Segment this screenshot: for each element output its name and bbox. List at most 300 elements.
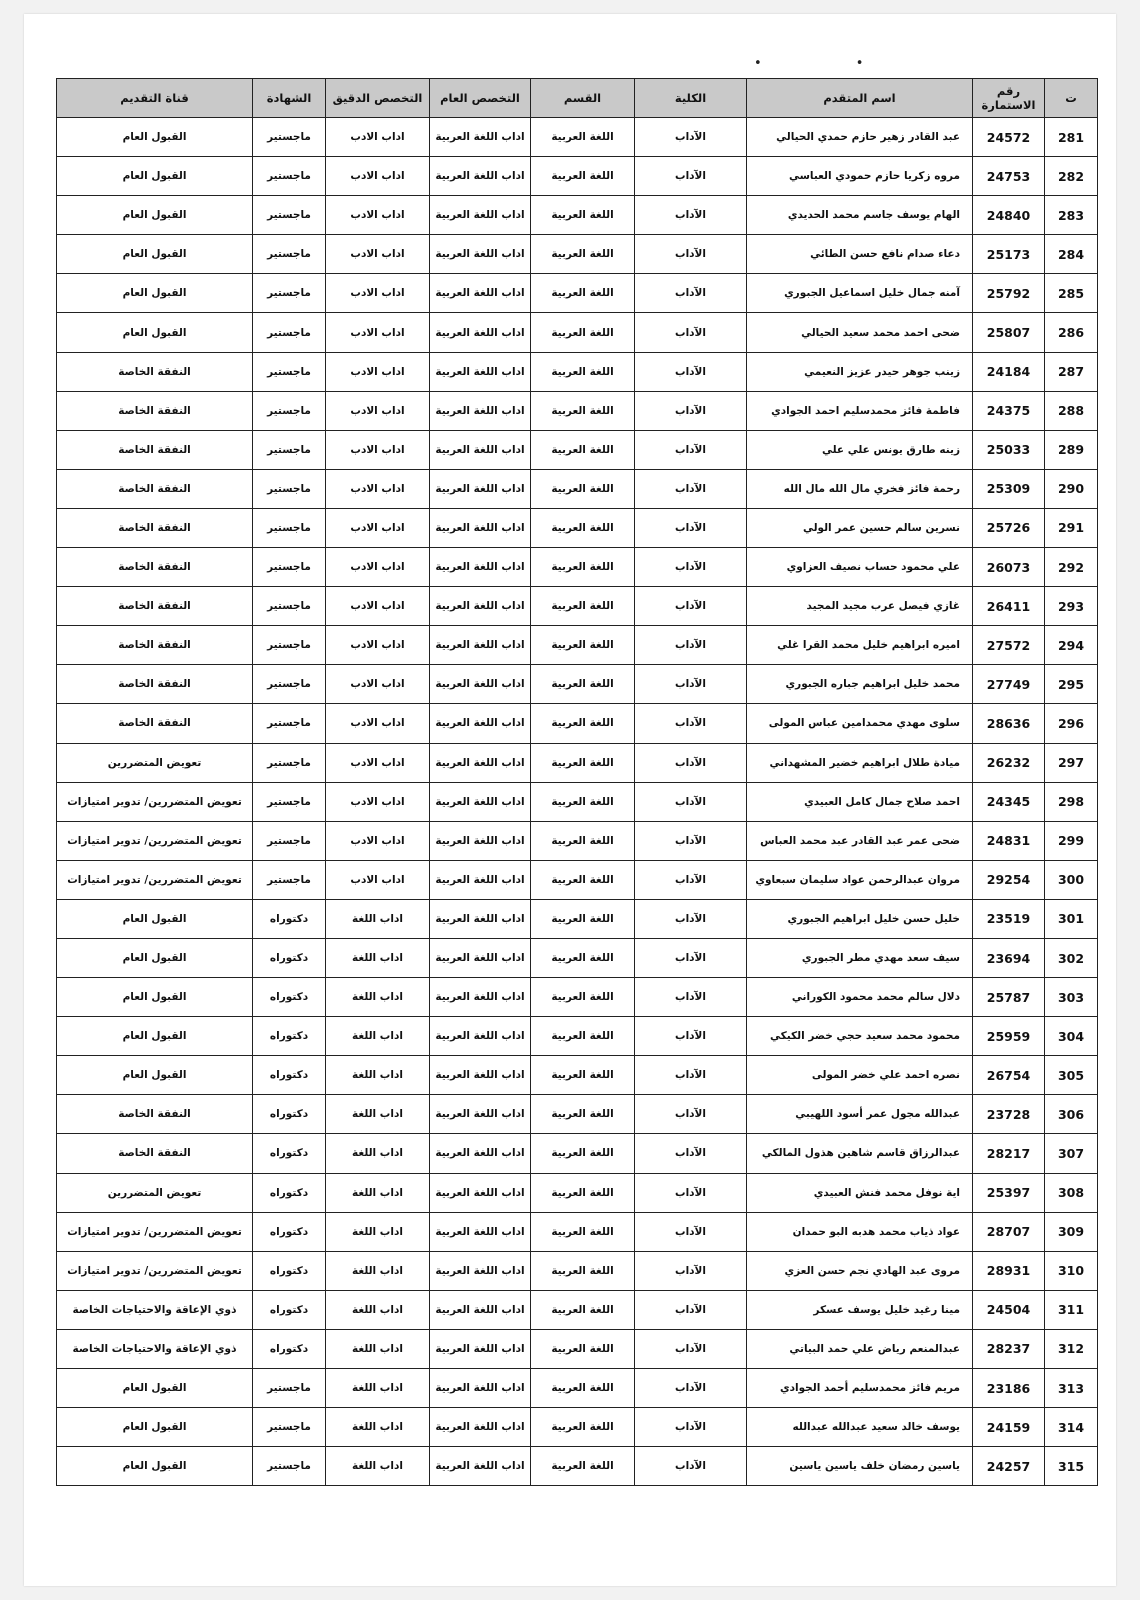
- cell-fine-spec: اداب اللغة: [326, 1251, 430, 1290]
- cell-channel: النفقة الخاصة: [57, 626, 253, 665]
- cell-seq: 294: [1045, 626, 1098, 665]
- cell-seq: 284: [1045, 235, 1098, 274]
- cell-fine-spec: اداب اللغة: [326, 1369, 430, 1408]
- cell-degree: ماجستير: [253, 626, 326, 665]
- cell-form-no: 27749: [973, 665, 1045, 704]
- cell-name: ضحى عمر عبد القادر عبد محمد العباس: [747, 821, 973, 860]
- table-row: [57, 235, 1098, 274]
- cell-form-no: 23728: [973, 1095, 1045, 1134]
- cell-name: عبد القادر زهير حازم حمدي الحيالي: [747, 118, 973, 157]
- cell-degree: دكتوراه: [253, 1017, 326, 1056]
- cell-seq: 291: [1045, 508, 1098, 547]
- cell-form-no: 24257: [973, 1447, 1045, 1486]
- cell-channel: تعويض المتضررين/ تدوير امتيازات: [57, 1212, 253, 1251]
- cell-degree: ماجستير: [253, 118, 326, 157]
- cell-seq: 308: [1045, 1173, 1098, 1212]
- cell-name: نسرين سالم حسين عمر الولي: [747, 508, 973, 547]
- cell-general-spec: اداب اللغة العربية: [430, 1290, 531, 1329]
- cell-form-no: 25792: [973, 274, 1045, 313]
- cell-degree: دكتوراه: [253, 1329, 326, 1368]
- cell-channel: تعويض المتضررين/ تدوير امتيازات: [57, 821, 253, 860]
- cell-dept: اللغة العربية: [531, 157, 635, 196]
- cell-college: الآداب: [635, 1251, 747, 1290]
- cell-seq: 282: [1045, 157, 1098, 196]
- cell-general-spec: اداب اللغة العربية: [430, 1369, 531, 1408]
- cell-form-no: 26232: [973, 743, 1045, 782]
- cell-channel: القبول العام: [57, 157, 253, 196]
- cell-degree: دكتوراه: [253, 1056, 326, 1095]
- cell-seq: 309: [1045, 1212, 1098, 1251]
- cell-fine-spec: اداب اللغة: [326, 1212, 430, 1251]
- cell-college: الآداب: [635, 1369, 747, 1408]
- table-row: [57, 899, 1098, 938]
- cell-seq: 299: [1045, 821, 1098, 860]
- cell-channel: النفقة الخاصة: [57, 548, 253, 587]
- cell-degree: ماجستير: [253, 469, 326, 508]
- cell-fine-spec: اداب الادب: [326, 508, 430, 547]
- cell-college: الآداب: [635, 1095, 747, 1134]
- cell-form-no: 26754: [973, 1056, 1045, 1095]
- cell-college: الآداب: [635, 391, 747, 430]
- cell-dept: اللغة العربية: [531, 430, 635, 469]
- cell-dept: اللغة العربية: [531, 704, 635, 743]
- header-general-spec: التخصص العام: [430, 79, 531, 118]
- cell-name: رحمة فائز فخري مال الله مال الله: [747, 469, 973, 508]
- cell-channel: النفقة الخاصة: [57, 469, 253, 508]
- cell-college: الآداب: [635, 821, 747, 860]
- cell-fine-spec: اداب اللغة: [326, 938, 430, 977]
- cell-fine-spec: اداب الادب: [326, 665, 430, 704]
- table-row: [57, 626, 1098, 665]
- cell-name: مروه زكريا حازم حمودي العباسي: [747, 157, 973, 196]
- cell-form-no: 26073: [973, 548, 1045, 587]
- stray-marks: • •: [754, 56, 909, 71]
- cell-channel: ذوي الإعاقة والاحتياجات الخاصة: [57, 1290, 253, 1329]
- cell-channel: النفقة الخاصة: [57, 1134, 253, 1173]
- cell-fine-spec: اداب الادب: [326, 391, 430, 430]
- cell-form-no: 28707: [973, 1212, 1045, 1251]
- cell-seq: 312: [1045, 1329, 1098, 1368]
- cell-dept: اللغة العربية: [531, 938, 635, 977]
- cell-fine-spec: اداب الادب: [326, 860, 430, 899]
- cell-channel: النفقة الخاصة: [57, 508, 253, 547]
- cell-degree: دكتوراه: [253, 938, 326, 977]
- cell-general-spec: اداب اللغة العربية: [430, 626, 531, 665]
- cell-channel: النفقة الخاصة: [57, 1095, 253, 1134]
- header-degree: الشهادة: [253, 79, 326, 118]
- cell-degree: ماجستير: [253, 508, 326, 547]
- cell-dept: اللغة العربية: [531, 782, 635, 821]
- cell-dept: اللغة العربية: [531, 1447, 635, 1486]
- cell-dept: اللغة العربية: [531, 1369, 635, 1408]
- cell-channel: القبول العام: [57, 899, 253, 938]
- cell-seq: 301: [1045, 899, 1098, 938]
- table-row: [57, 1212, 1098, 1251]
- cell-channel: القبول العام: [57, 1056, 253, 1095]
- cell-dept: اللغة العربية: [531, 860, 635, 899]
- cell-seq: 310: [1045, 1251, 1098, 1290]
- cell-seq: 296: [1045, 704, 1098, 743]
- cell-degree: ماجستير: [253, 704, 326, 743]
- table-row: [57, 704, 1098, 743]
- cell-general-spec: اداب اللغة العربية: [430, 860, 531, 899]
- cell-general-spec: اداب اللغة العربية: [430, 157, 531, 196]
- cell-dept: اللغة العربية: [531, 1173, 635, 1212]
- cell-channel: القبول العام: [57, 978, 253, 1017]
- cell-dept: اللغة العربية: [531, 118, 635, 157]
- cell-dept: اللغة العربية: [531, 274, 635, 313]
- cell-fine-spec: اداب الادب: [326, 587, 430, 626]
- cell-dept: اللغة العربية: [531, 391, 635, 430]
- cell-degree: ماجستير: [253, 196, 326, 235]
- cell-degree: ماجستير: [253, 235, 326, 274]
- cell-general-spec: اداب اللغة العربية: [430, 548, 531, 587]
- cell-college: الآداب: [635, 1056, 747, 1095]
- cell-college: الآداب: [635, 1017, 747, 1056]
- table-row: [57, 860, 1098, 899]
- cell-degree: ماجستير: [253, 391, 326, 430]
- cell-name: غازي فيصل عرب مجيد المجيد: [747, 587, 973, 626]
- cell-form-no: 25959: [973, 1017, 1045, 1056]
- cell-form-no: 28636: [973, 704, 1045, 743]
- cell-form-no: 25033: [973, 430, 1045, 469]
- cell-degree: ماجستير: [253, 821, 326, 860]
- cell-seq: 302: [1045, 938, 1098, 977]
- cell-fine-spec: اداب اللغة: [326, 1329, 430, 1368]
- cell-college: الآداب: [635, 352, 747, 391]
- cell-degree: ماجستير: [253, 274, 326, 313]
- table-row: [57, 665, 1098, 704]
- cell-degree: ماجستير: [253, 782, 326, 821]
- cell-form-no: 28217: [973, 1134, 1045, 1173]
- cell-seq: 281: [1045, 118, 1098, 157]
- cell-seq: 314: [1045, 1408, 1098, 1447]
- cell-general-spec: اداب اللغة العربية: [430, 352, 531, 391]
- cell-name: اميره ابراهيم خليل محمد القرا غلي: [747, 626, 973, 665]
- cell-name: دلال سالم محمد محمود الكوراني: [747, 978, 973, 1017]
- cell-form-no: 28237: [973, 1329, 1045, 1368]
- cell-general-spec: اداب اللغة العربية: [430, 782, 531, 821]
- table-row: [57, 508, 1098, 547]
- cell-fine-spec: اداب الادب: [326, 782, 430, 821]
- cell-college: الآداب: [635, 118, 747, 157]
- cell-name: عبدالرزاق قاسم شاهين هذول المالكي: [747, 1134, 973, 1173]
- cell-dept: اللغة العربية: [531, 1134, 635, 1173]
- cell-general-spec: اداب اللغة العربية: [430, 235, 531, 274]
- cell-college: الآداب: [635, 899, 747, 938]
- cell-name: آمنه جمال خليل اسماعيل الجبوري: [747, 274, 973, 313]
- cell-seq: 283: [1045, 196, 1098, 235]
- table-row: [57, 1251, 1098, 1290]
- cell-college: الآداب: [635, 313, 747, 352]
- cell-channel: تعويض المتضررين/ تدوير امتيازات: [57, 860, 253, 899]
- table-row: [57, 430, 1098, 469]
- cell-name: ميادة طلال ابراهيم خضير المشهداني: [747, 743, 973, 782]
- cell-college: الآداب: [635, 1329, 747, 1368]
- cell-general-spec: اداب اللغة العربية: [430, 1056, 531, 1095]
- table-row: [57, 391, 1098, 430]
- cell-name: علي محمود حساب نصيف العزاوي: [747, 548, 973, 587]
- cell-dept: اللغة العربية: [531, 1329, 635, 1368]
- cell-dept: اللغة العربية: [531, 1056, 635, 1095]
- cell-degree: ماجستير: [253, 1369, 326, 1408]
- cell-channel: النفقة الخاصة: [57, 665, 253, 704]
- cell-general-spec: اداب اللغة العربية: [430, 469, 531, 508]
- cell-college: الآداب: [635, 274, 747, 313]
- cell-college: الآداب: [635, 860, 747, 899]
- cell-fine-spec: اداب اللغة: [326, 1056, 430, 1095]
- cell-dept: اللغة العربية: [531, 313, 635, 352]
- table-row: [57, 548, 1098, 587]
- cell-dept: اللغة العربية: [531, 1017, 635, 1056]
- table-row: [57, 469, 1098, 508]
- cell-name: مروان عبدالرحمن عواد سليمان سبعاوي: [747, 860, 973, 899]
- header-college: الكلية: [635, 79, 747, 118]
- cell-dept: اللغة العربية: [531, 1408, 635, 1447]
- cell-general-spec: اداب اللغة العربية: [430, 1408, 531, 1447]
- cell-college: الآداب: [635, 469, 747, 508]
- cell-general-spec: اداب اللغة العربية: [430, 196, 531, 235]
- cell-dept: اللغة العربية: [531, 469, 635, 508]
- cell-general-spec: اداب اللغة العربية: [430, 899, 531, 938]
- cell-dept: اللغة العربية: [531, 352, 635, 391]
- cell-channel: القبول العام: [57, 274, 253, 313]
- cell-form-no: 24159: [973, 1408, 1045, 1447]
- cell-college: الآداب: [635, 743, 747, 782]
- cell-fine-spec: اداب الادب: [326, 274, 430, 313]
- cell-name: عبدالله مجول عمر أسود اللهيبي: [747, 1095, 973, 1134]
- cell-form-no: 25309: [973, 469, 1045, 508]
- cell-channel: تعويض المتضررين/ تدوير امتيازات: [57, 1251, 253, 1290]
- table-row: [57, 1173, 1098, 1212]
- cell-general-spec: اداب اللغة العربية: [430, 1447, 531, 1486]
- table-row: [57, 118, 1098, 157]
- cell-college: الآداب: [635, 704, 747, 743]
- table-row: [57, 1408, 1098, 1447]
- cell-name: محمود محمد سعيد حجي خضر الكيكي: [747, 1017, 973, 1056]
- cell-general-spec: اداب اللغة العربية: [430, 821, 531, 860]
- cell-form-no: 24375: [973, 391, 1045, 430]
- cell-dept: اللغة العربية: [531, 821, 635, 860]
- cell-degree: دكتوراه: [253, 1212, 326, 1251]
- cell-dept: اللغة العربية: [531, 1290, 635, 1329]
- cell-degree: ماجستير: [253, 587, 326, 626]
- cell-degree: دكتوراه: [253, 1290, 326, 1329]
- table-row: [57, 196, 1098, 235]
- cell-college: الآداب: [635, 508, 747, 547]
- cell-channel: القبول العام: [57, 1447, 253, 1486]
- cell-general-spec: اداب اللغة العربية: [430, 665, 531, 704]
- header-form-no: رقم الاستمارة: [973, 79, 1045, 118]
- cell-channel: القبول العام: [57, 938, 253, 977]
- cell-college: الآداب: [635, 978, 747, 1017]
- cell-college: الآداب: [635, 1212, 747, 1251]
- cell-general-spec: اداب اللغة العربية: [430, 938, 531, 977]
- table-row: [57, 1134, 1098, 1173]
- cell-fine-spec: اداب الادب: [326, 743, 430, 782]
- table-row: [57, 157, 1098, 196]
- cell-name: ياسين رمضان خلف ياسين ياسين: [747, 1447, 973, 1486]
- header-channel: قناة التقديم: [57, 79, 253, 118]
- cell-seq: 311: [1045, 1290, 1098, 1329]
- cell-seq: 306: [1045, 1095, 1098, 1134]
- cell-fine-spec: اداب الادب: [326, 352, 430, 391]
- cell-name: خليل حسن خليل ابراهيم الجبوري: [747, 899, 973, 938]
- table-row: [57, 1329, 1098, 1368]
- cell-fine-spec: اداب الادب: [326, 626, 430, 665]
- table-row: [57, 821, 1098, 860]
- table-row: [57, 1290, 1098, 1329]
- cell-name: فاطمة فائز محمدسليم احمد الجوادي: [747, 391, 973, 430]
- cell-college: الآداب: [635, 430, 747, 469]
- cell-college: الآداب: [635, 1290, 747, 1329]
- cell-fine-spec: اداب الادب: [326, 196, 430, 235]
- cell-general-spec: اداب اللغة العربية: [430, 743, 531, 782]
- table-row: [57, 274, 1098, 313]
- cell-general-spec: اداب اللغة العربية: [430, 430, 531, 469]
- cell-fine-spec: اداب الادب: [326, 469, 430, 508]
- table-row: [57, 587, 1098, 626]
- cell-name: احمد صلاح جمال كامل العبيدي: [747, 782, 973, 821]
- cell-college: الآداب: [635, 1134, 747, 1173]
- cell-seq: 285: [1045, 274, 1098, 313]
- cell-name: زينب جوهر حيدر عزيز النعيمي: [747, 352, 973, 391]
- cell-form-no: 25787: [973, 978, 1045, 1017]
- cell-name: الهام يوسف جاسم محمد الحديدي: [747, 196, 973, 235]
- cell-general-spec: اداب اللغة العربية: [430, 1329, 531, 1368]
- table-row: [57, 352, 1098, 391]
- cell-form-no: 25397: [973, 1173, 1045, 1212]
- cell-channel: النفقة الخاصة: [57, 352, 253, 391]
- cell-dept: اللغة العربية: [531, 899, 635, 938]
- cell-dept: اللغة العربية: [531, 1212, 635, 1251]
- cell-dept: اللغة العربية: [531, 196, 635, 235]
- cell-general-spec: اداب اللغة العربية: [430, 1212, 531, 1251]
- header-name: اسم المتقدم: [747, 79, 973, 118]
- cell-general-spec: اداب اللغة العربية: [430, 274, 531, 313]
- cell-name: مينا رغيد خليل يوسف عسكر: [747, 1290, 973, 1329]
- cell-college: الآداب: [635, 782, 747, 821]
- cell-degree: ماجستير: [253, 1408, 326, 1447]
- cell-college: الآداب: [635, 626, 747, 665]
- cell-general-spec: اداب اللغة العربية: [430, 508, 531, 547]
- cell-channel: القبول العام: [57, 1408, 253, 1447]
- cell-name: مريم فائز محمدسليم أحمد الجوادي: [747, 1369, 973, 1408]
- cell-college: الآداب: [635, 235, 747, 274]
- cell-college: الآداب: [635, 938, 747, 977]
- cell-college: الآداب: [635, 196, 747, 235]
- cell-form-no: 23519: [973, 899, 1045, 938]
- cell-form-no: 28931: [973, 1251, 1045, 1290]
- table-row: [57, 1447, 1098, 1486]
- cell-seq: 287: [1045, 352, 1098, 391]
- cell-seq: 300: [1045, 860, 1098, 899]
- cell-channel: النفقة الخاصة: [57, 704, 253, 743]
- cell-general-spec: اداب اللغة العربية: [430, 704, 531, 743]
- cell-general-spec: اداب اللغة العربية: [430, 1134, 531, 1173]
- cell-general-spec: اداب اللغة العربية: [430, 1017, 531, 1056]
- cell-form-no: 24184: [973, 352, 1045, 391]
- cell-fine-spec: اداب اللغة: [326, 1017, 430, 1056]
- cell-college: الآداب: [635, 665, 747, 704]
- table-row: [57, 1056, 1098, 1095]
- cell-form-no: 24345: [973, 782, 1045, 821]
- cell-degree: دكتوراه: [253, 899, 326, 938]
- cell-fine-spec: اداب الادب: [326, 704, 430, 743]
- cell-fine-spec: اداب اللغة: [326, 899, 430, 938]
- cell-degree: ماجستير: [253, 430, 326, 469]
- cell-name: اية نوفل محمد فنش العبيدي: [747, 1173, 973, 1212]
- cell-fine-spec: اداب اللغة: [326, 1408, 430, 1447]
- cell-degree: دكتوراه: [253, 978, 326, 1017]
- cell-dept: اللغة العربية: [531, 548, 635, 587]
- cell-seq: 304: [1045, 1017, 1098, 1056]
- cell-channel: تعويض المتضررين/ تدوير امتيازات: [57, 782, 253, 821]
- cell-fine-spec: اداب اللغة: [326, 1095, 430, 1134]
- table-row: [57, 313, 1098, 352]
- cell-channel: القبول العام: [57, 196, 253, 235]
- cell-form-no: 25726: [973, 508, 1045, 547]
- table-row: [57, 743, 1098, 782]
- cell-form-no: 24831: [973, 821, 1045, 860]
- cell-degree: ماجستير: [253, 1447, 326, 1486]
- cell-degree: ماجستير: [253, 352, 326, 391]
- cell-general-spec: اداب اللغة العربية: [430, 118, 531, 157]
- cell-seq: 303: [1045, 978, 1098, 1017]
- cell-seq: 315: [1045, 1447, 1098, 1486]
- cell-name: عواد ذياب محمد هدبه البو حمدان: [747, 1212, 973, 1251]
- cell-seq: 292: [1045, 548, 1098, 587]
- cell-form-no: 29254: [973, 860, 1045, 899]
- cell-seq: 313: [1045, 1369, 1098, 1408]
- cell-seq: 295: [1045, 665, 1098, 704]
- cell-name: سيف سعد مهدي مطر الجبوري: [747, 938, 973, 977]
- cell-general-spec: اداب اللغة العربية: [430, 313, 531, 352]
- cell-degree: دكتوراه: [253, 1173, 326, 1212]
- table-row: [57, 938, 1098, 977]
- cell-name: محمد خليل ابراهيم جباره الجبوري: [747, 665, 973, 704]
- table-body: [57, 118, 1098, 1486]
- cell-fine-spec: اداب الادب: [326, 118, 430, 157]
- cell-college: الآداب: [635, 548, 747, 587]
- cell-seq: 290: [1045, 469, 1098, 508]
- applicants-table: [56, 78, 1098, 1486]
- cell-seq: 288: [1045, 391, 1098, 430]
- table-row: [57, 1017, 1098, 1056]
- cell-channel: ذوي الإعاقة والاحتياجات الخاصة: [57, 1329, 253, 1368]
- cell-dept: اللغة العربية: [531, 978, 635, 1017]
- cell-seq: 298: [1045, 782, 1098, 821]
- cell-form-no: 24504: [973, 1290, 1045, 1329]
- cell-channel: تعويض المتضررين: [57, 743, 253, 782]
- cell-dept: اللغة العربية: [531, 587, 635, 626]
- cell-form-no: 24572: [973, 118, 1045, 157]
- cell-channel: القبول العام: [57, 313, 253, 352]
- cell-general-spec: اداب اللغة العربية: [430, 587, 531, 626]
- cell-college: الآداب: [635, 157, 747, 196]
- cell-degree: دكتوراه: [253, 1251, 326, 1290]
- cell-seq: 307: [1045, 1134, 1098, 1173]
- cell-degree: دكتوراه: [253, 1095, 326, 1134]
- cell-seq: 305: [1045, 1056, 1098, 1095]
- cell-form-no: 24840: [973, 196, 1045, 235]
- cell-fine-spec: اداب الادب: [326, 430, 430, 469]
- cell-seq: 293: [1045, 587, 1098, 626]
- header-fine-spec: التخصص الدقيق: [326, 79, 430, 118]
- cell-degree: ماجستير: [253, 665, 326, 704]
- cell-form-no: 24753: [973, 157, 1045, 196]
- cell-name: يوسف خالد سعيد عبدالله عبدالله: [747, 1408, 973, 1447]
